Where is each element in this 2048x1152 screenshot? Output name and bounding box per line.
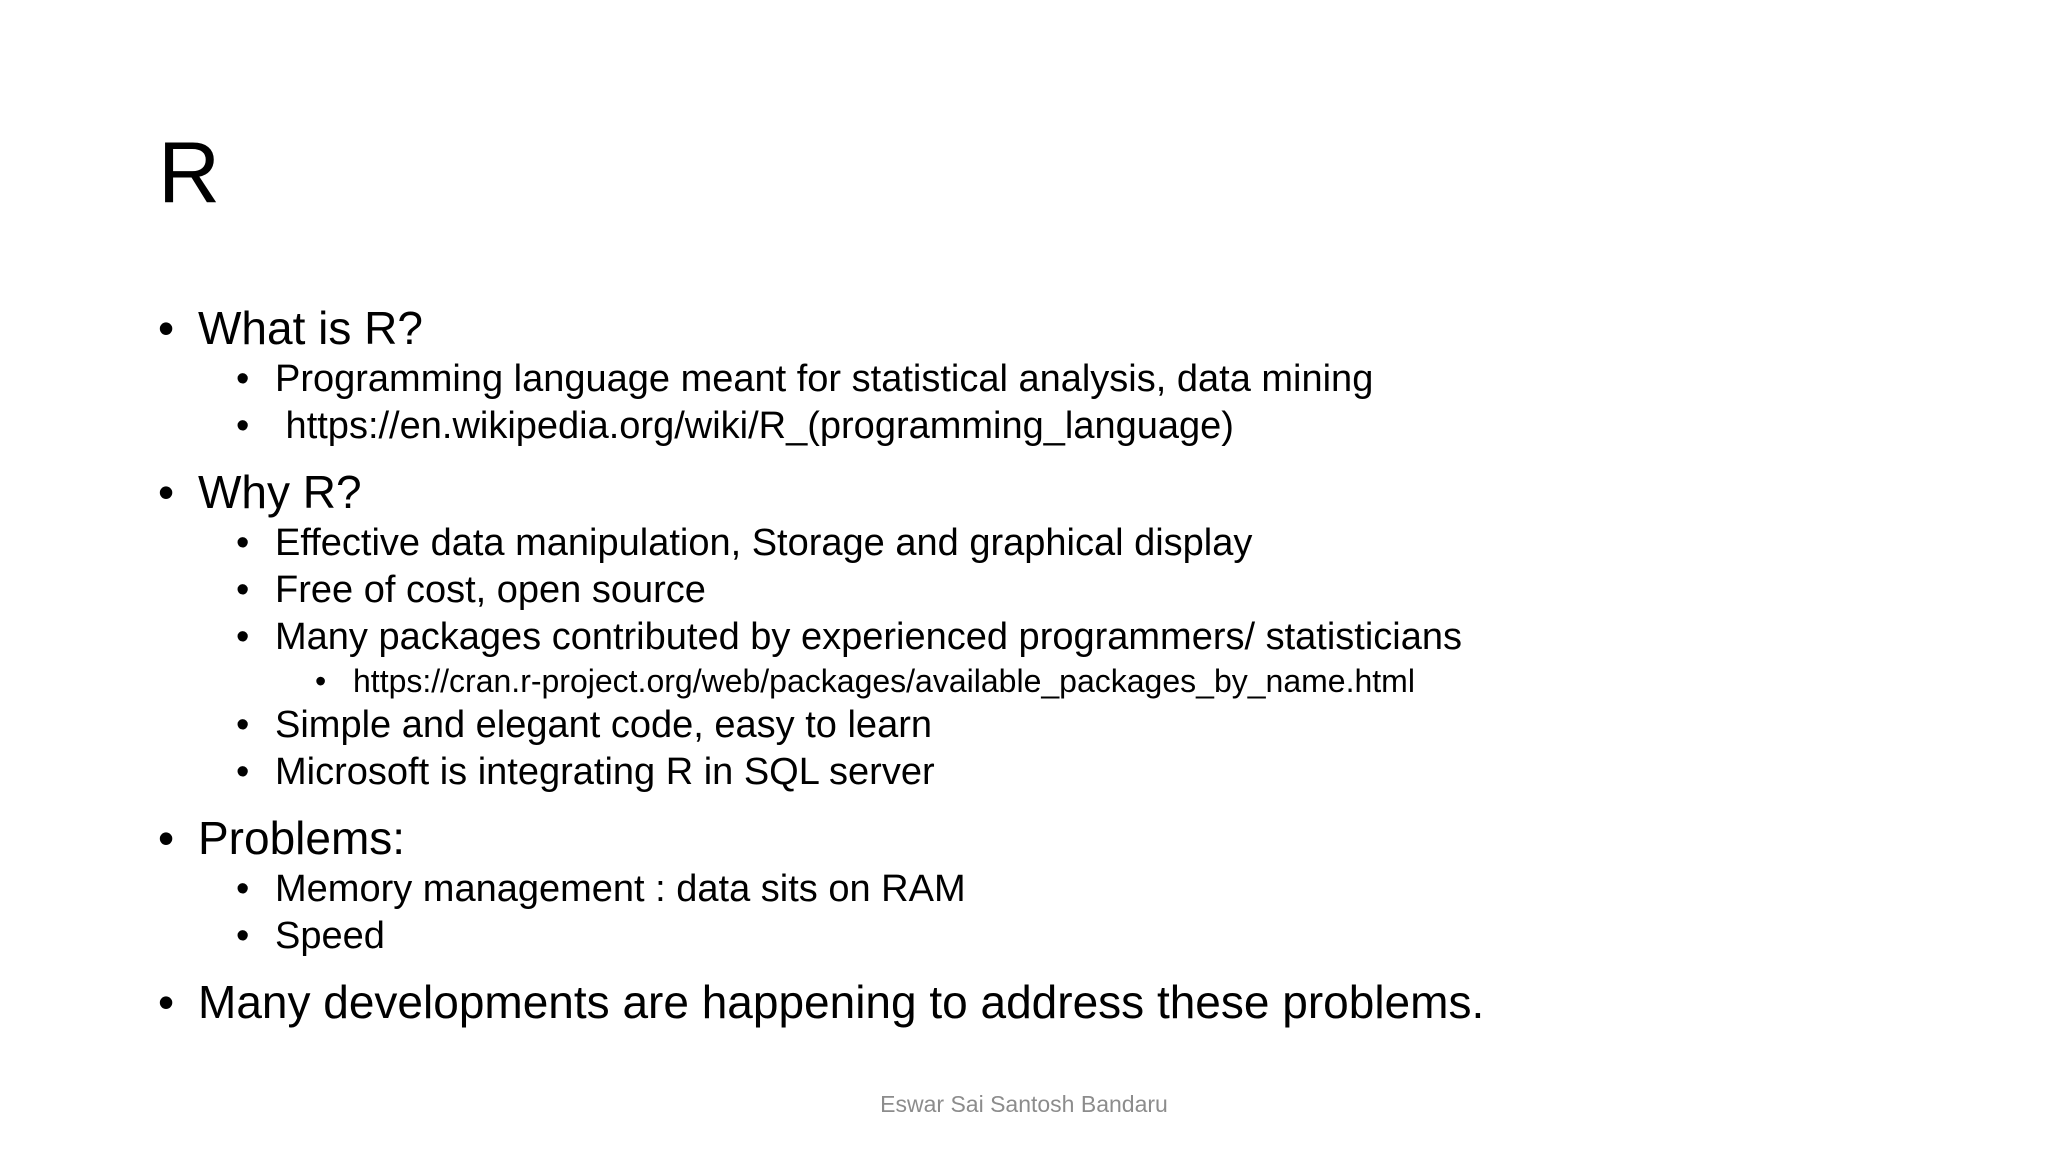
bullet-list [158, 300, 1958, 1030]
wikipedia-link[interactable]: https://en.wikipedia.org/wiki/R_(programming_language) [275, 405, 1234, 447]
footer-author: Eswar Sai Santosh Bandaru [880, 1091, 1168, 1117]
bullet-dot: • [236, 616, 250, 658]
cran-link[interactable]: https://cran.r-project.org/web/packages/available_packages_by_name.html [353, 663, 1415, 699]
bullet-developments [158, 974, 1958, 1030]
bullet-text: Many developments are happening to address these problems. [198, 976, 1485, 1028]
bullet-text: Speed [275, 915, 385, 957]
bullet-dot: • [236, 522, 250, 564]
bullet-text: Simple and elegant code, easy to learn [275, 704, 932, 746]
sub-bullet-simple-code [158, 702, 1958, 749]
sub-bullet-data-manipulation [158, 520, 1958, 567]
sub-bullet-programming-language [158, 356, 1958, 403]
bullet-dot: • [315, 663, 327, 699]
sub-bullet-microsoft-sql [158, 749, 1958, 796]
bullet-what-is-r [158, 300, 1958, 356]
bullet-dot: • [236, 704, 250, 746]
bullet-why-r [158, 464, 1958, 520]
sub-bullet-speed [158, 913, 1958, 960]
bullet-text: Problems: [198, 812, 406, 864]
bullet-dot: • [236, 358, 250, 400]
bullet-problems [158, 810, 1958, 866]
bullet-text: Free of cost, open source [275, 569, 706, 611]
bullet-dot: • [236, 569, 250, 611]
bullet-text: Why R? [198, 466, 362, 518]
bullet-dot: • [236, 751, 250, 793]
bullet-dot: • [236, 915, 250, 957]
sub-bullet-memory-management [158, 866, 1958, 913]
bullet-dot: • [158, 466, 175, 518]
sub-bullet-many-packages [158, 614, 1958, 661]
bullet-dot: • [158, 976, 175, 1028]
slide-title: R [158, 125, 221, 221]
bullet-text: What is R? [198, 302, 423, 354]
sub-sub-bullet-cran-link [158, 661, 1958, 702]
bullet-text: Microsoft is integrating R in SQL server [275, 751, 935, 793]
bullet-text: Memory management : data sits on RAM [275, 868, 966, 910]
sub-bullet-free-of-cost [158, 567, 1958, 614]
bullet-dot: • [236, 405, 250, 447]
bullet-dot: • [236, 868, 250, 910]
bullet-text: Many packages contributed by experienced programmers/ statisticians [275, 616, 1463, 658]
sub-bullet-wikipedia-link [158, 403, 1958, 450]
bullet-dot: • [158, 812, 175, 864]
bullet-text: Programming language meant for statistical analysis, data mining [275, 358, 1374, 400]
bullet-dot: • [158, 302, 175, 354]
bullet-text: Effective data manipulation, Storage and graphical display [275, 522, 1253, 564]
